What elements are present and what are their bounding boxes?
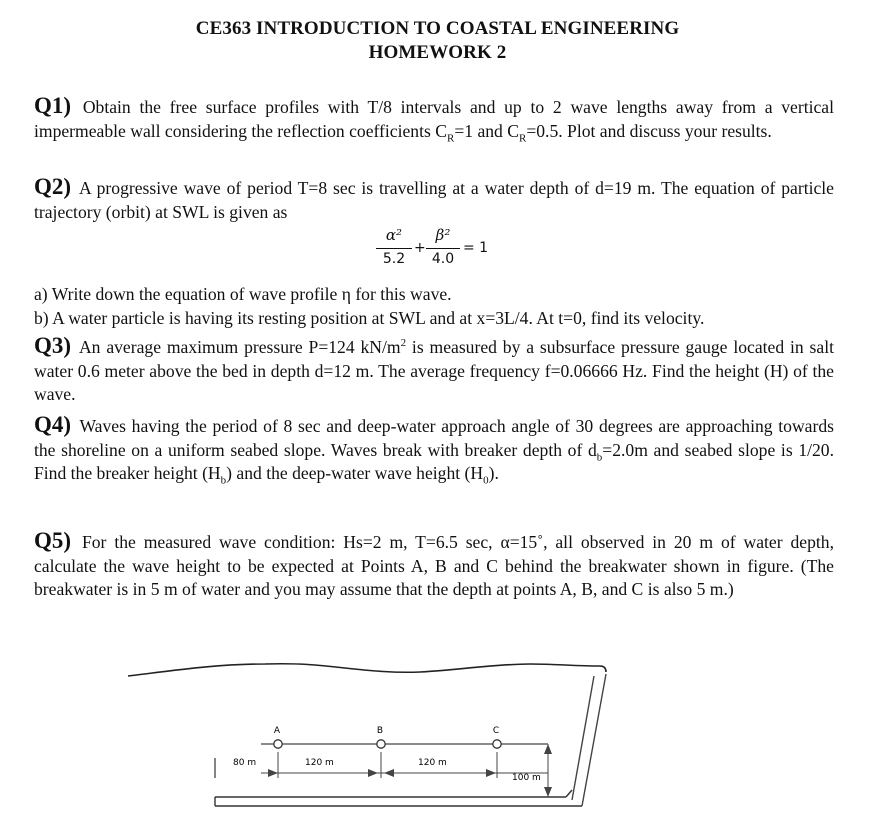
dim-arrow-2 (368, 769, 378, 777)
equation-denominator-2: 4.0 (431, 251, 455, 267)
point-b-marker (377, 740, 385, 748)
cr-subscript-2: R (518, 132, 527, 145)
question-2-label: Q2) (34, 174, 72, 199)
coastline (128, 664, 606, 676)
point-b-label: B (376, 726, 384, 736)
question-2-part-b: b) A water particle is having its resting position at SWL and at x=3L/4. At t=0, find its velocity. (34, 308, 705, 328)
equation-numerator-alpha: α² (385, 226, 403, 244)
point-c-marker (493, 740, 501, 748)
dim-arrow-4 (486, 769, 496, 777)
dim-arrow-down (544, 787, 552, 797)
equation-denominator-1: 5.2 (382, 251, 406, 267)
question-5-text: For the measured wave condition: Hs=2 m, T=6.5 sec, α=15˚, all observed in 20 m of water depth, calculate the wave height to be expected at Points A, B and C behind the breakwater shown in figure. (The breakwater is in 5 m of water and you may assume that the depth at points A, B, and C is also 5 m.) (34, 532, 834, 599)
subscript-0: 0 (483, 474, 489, 487)
document-subtitle: HOMEWORK 2 (368, 42, 507, 63)
question-1-label: Q1) (34, 93, 72, 118)
question-4-text-2: =2.0m and seabed slope is 1/20. Find the breaker height (H (34, 439, 835, 483)
dim-arrow-up (544, 744, 552, 754)
subscript-b-1: b (596, 451, 603, 464)
question-4-text-3: ) and the deep-water wave height (H (226, 463, 484, 483)
point-a-label: A (273, 726, 281, 736)
question-1-text: Obtain the free surface profiles with T/8 intervals and up to 2 wave lengths away from a vertical impermeable wall considering the reflection coefficients C (34, 97, 834, 141)
question-4-label: Q4) (34, 412, 72, 437)
question-3-label: Q3) (34, 333, 72, 358)
equation-rhs: = 1 (463, 240, 489, 256)
dim-label-120-a: 120 m (305, 758, 334, 768)
shore-bank-outer (582, 674, 606, 806)
dim-arrow-3 (384, 769, 394, 777)
question-1-text-3: =0.5. Plot and discuss your results. (526, 120, 772, 141)
cr-subscript-1: R (446, 132, 455, 145)
subscript-b-2: b (220, 474, 227, 487)
question-3-text-2: is measured by a subsurface pressure gauge located in salt water 0.6 meter above the bed in depth d=12 m. The average frequency f=0.06666 Hz. Find the height (H) of the wave. (34, 337, 834, 404)
shore-bank-inner (572, 676, 594, 800)
dim-label-100: 100 m (512, 773, 541, 783)
dim-label-80: 80 m (233, 758, 257, 768)
dim-arrow-1 (268, 769, 278, 777)
question-3-text: An average maximum pressure P=124 kN/m (78, 337, 401, 357)
question-2-text: A progressive wave of period T=8 sec is travelling at a water depth of d=19 m. The equation of particle trajectory (orbit) at SWL is given as (34, 178, 834, 222)
point-a-marker (274, 740, 282, 748)
question-5-label: Q5) (34, 528, 72, 553)
question-4-text: Waves having the period of 8 sec and deep-water approach angle of 30 degrees are approaching towards the shoreline on a uniform seabed slope. Waves break with breaker depth of d (34, 416, 834, 460)
equation-plus: + (414, 240, 426, 256)
question-4-text-4: ). (488, 463, 499, 483)
dim-label-120-b: 120 m (418, 758, 447, 768)
unit-superscript: 2 (400, 337, 407, 350)
point-c-label: C (492, 726, 500, 736)
question-1-text-2: =1 and C (454, 120, 519, 141)
equation-numerator-beta: β² (435, 226, 451, 244)
question-2-part-a: a) Write down the equation of wave profile η for this wave. (34, 284, 452, 304)
document-title: CE363 INTRODUCTION TO COASTAL ENGINEERING (195, 18, 680, 39)
